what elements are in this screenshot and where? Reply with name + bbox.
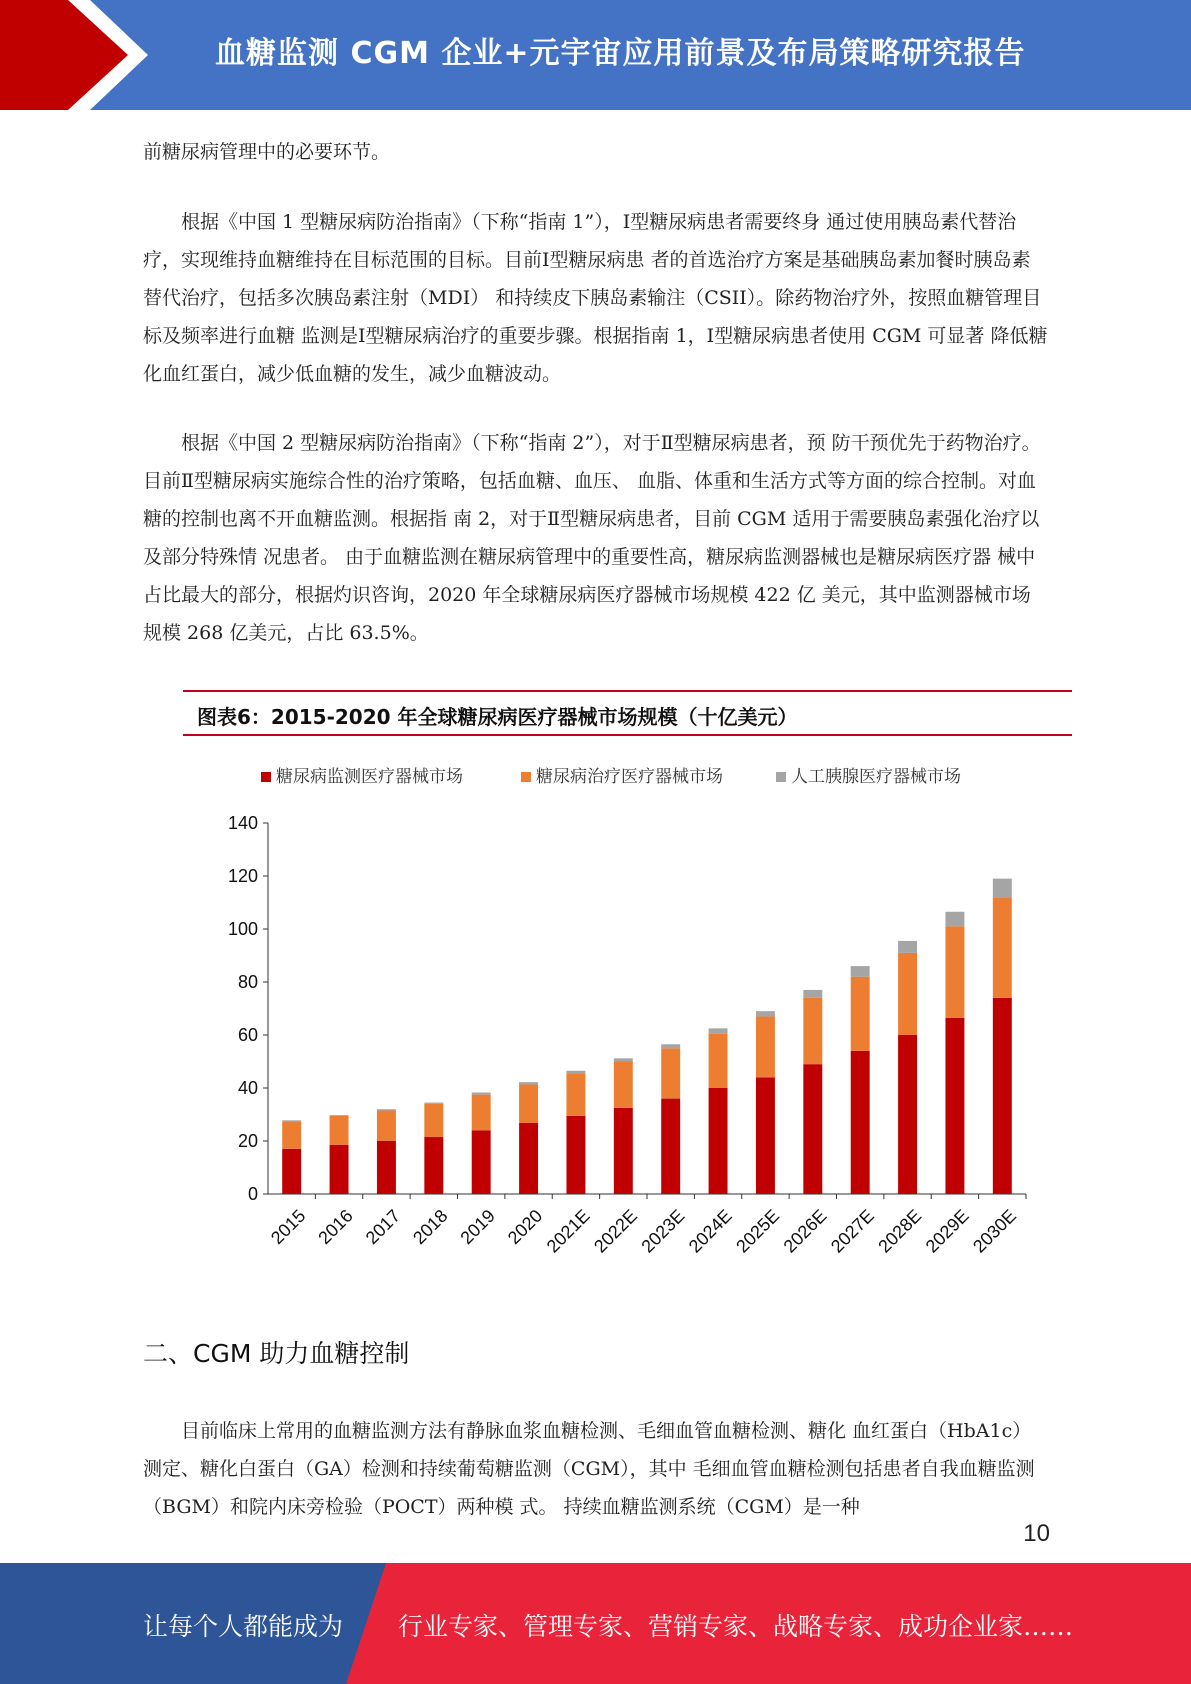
- bar-segment: [945, 1018, 964, 1194]
- page-header: [0, 0, 1191, 110]
- bar-segment: [851, 966, 870, 977]
- bar-segment: [898, 953, 917, 1035]
- body-paragraph: 根据《中国 2 型糖尿病防治指南》（下称“指南 2”），对于Ⅱ型糖尿病患者，预 防干预优先于药物治疗。目前Ⅱ型糖尿病实施综合性的治疗策略，包括血糖、血压、 血脂、体重和生活方式等方面的综合控制。对血糖的控制也离不开血糖监测。根据指 南 2，对于Ⅱ型糖尿病患者，目前 CGM 适用于需要胰岛素强化治疗以及部分特殊情 况患者。 由于血糖监测在糖尿病管理中的重要性高，糖尿病监测器械也是糖尿病医疗器 械中占比最大的部分，根据灼识咨询，2020 年全球糖尿病医疗器械市场规模 422 亿 美元，其中监测器械市场规模 268 亿美元，占比 63.5%。: [143, 432, 1041, 644]
- x-tick-label: 2028E: [874, 1205, 926, 1257]
- bar-segment: [614, 1062, 633, 1108]
- bar-segment: [803, 990, 822, 998]
- bar-segment: [566, 1073, 585, 1115]
- chart-legend: [261, 767, 961, 787]
- footer-slogan-left: 让每个人都能成为: [143, 1612, 344, 1641]
- bar-segment: [424, 1103, 443, 1104]
- bar-segment: [472, 1093, 491, 1095]
- legend-label: 糖尿病治疗医疗器械市场: [536, 767, 723, 787]
- bar-segment: [803, 998, 822, 1064]
- bar-segment: [282, 1121, 301, 1149]
- y-tick-label: 140: [227, 813, 258, 833]
- bar-segment: [519, 1085, 538, 1123]
- x-tick-label: 2018: [409, 1205, 452, 1249]
- bar-segment: [709, 1028, 728, 1033]
- chart-title: 图表6：2015-2020 年全球糖尿病医疗器械市场规模（十亿美元）: [197, 705, 798, 729]
- x-tick-label: 2024E: [684, 1205, 736, 1257]
- bar-segment: [756, 1077, 775, 1194]
- x-tick-label: 2026E: [779, 1205, 831, 1257]
- x-tick-label: 2027E: [826, 1205, 878, 1257]
- section-heading: 二、CGM 助力血糖控制: [143, 1339, 410, 1368]
- bar-segment: [898, 1035, 917, 1194]
- chart-title-box: [183, 690, 1072, 736]
- bar-segment: [851, 977, 870, 1051]
- body-paragraph: 前糖尿病管理中的必要环节。: [143, 141, 391, 163]
- bar-segment: [519, 1123, 538, 1194]
- bar-segment: [472, 1130, 491, 1194]
- bar-segment: [566, 1071, 585, 1074]
- y-tick-label: 20: [237, 1131, 258, 1151]
- bar-segment: [993, 897, 1012, 998]
- legend-swatch: [521, 772, 531, 782]
- bar-segment: [945, 926, 964, 1017]
- legend-swatch: [776, 772, 786, 782]
- bar-segment: [661, 1048, 680, 1098]
- body-paragraph: 根据《中国 1 型糖尿病防治指南》（下称“指南 1”），Ⅰ型糖尿病患者需要终身 通过使用胰岛素代替治疗，实现维持血糖维持在目标范围的目标。目前Ⅰ型糖尿病患 者的首选治疗方案是基础胰岛素加餐时胰岛素替代治疗，包括多次胰岛素注射（MDI） 和持续皮下胰岛素输注（CSII）。除药物治疗外，按照血糖管理目标及频率进行血糖 监测是Ⅰ型糖尿病治疗的重要步骤。根据指南 1，Ⅰ型糖尿病患者使用 CGM 可显著 降低糖化血红蛋白，减少低血糖的发生，减少血糖波动。: [143, 211, 1048, 385]
- document-title: 血糖监测 CGM 企业+元宇宙应用前景及布局策略研究报告: [215, 36, 1026, 71]
- x-tick-label: 2022E: [590, 1205, 642, 1257]
- stacked-bar-chart: [183, 746, 1072, 1276]
- bar-segment: [661, 1044, 680, 1048]
- x-tick-label: 2020: [503, 1205, 547, 1249]
- bar-segment: [993, 879, 1012, 898]
- bar-segment: [377, 1109, 396, 1110]
- y-tick-label: 100: [227, 919, 258, 939]
- y-tick-label: 60: [237, 1025, 258, 1045]
- bar-segment: [756, 1016, 775, 1077]
- bar-segment: [424, 1137, 443, 1194]
- bar-segment: [945, 912, 964, 927]
- bar-segment: [519, 1082, 538, 1084]
- bar-segment: [472, 1095, 491, 1131]
- x-tick-label: 2019: [456, 1205, 499, 1249]
- page-footer: [0, 1563, 1191, 1684]
- y-tick-label: 40: [237, 1078, 258, 1098]
- legend-swatch: [261, 772, 271, 782]
- footer-slogan-right: 行业专家、管理专家、营销专家、战略专家、成功企业家……: [398, 1612, 1074, 1641]
- chart-bars: [282, 879, 1012, 1194]
- legend-label: 人工胰腺医疗器械市场: [791, 767, 961, 787]
- bar-segment: [566, 1116, 585, 1194]
- x-tick-label: 2030E: [969, 1205, 1021, 1257]
- bar-segment: [803, 1064, 822, 1194]
- bar-segment: [377, 1141, 396, 1194]
- bar-segment: [282, 1149, 301, 1194]
- bar-segment: [330, 1116, 349, 1145]
- bar-segment: [709, 1034, 728, 1088]
- bar-segment: [898, 941, 917, 953]
- chart-x-tick-labels: [267, 1206, 1020, 1257]
- y-tick-label: 120: [227, 866, 258, 886]
- x-tick-label: 2029E: [921, 1205, 973, 1257]
- header-arrow-decoration: [0, 0, 160, 110]
- bar-segment: [330, 1145, 349, 1194]
- bar-segment: [282, 1120, 301, 1121]
- page-number: 10: [1023, 1520, 1050, 1547]
- bar-segment: [993, 998, 1012, 1194]
- x-tick-label: 2025E: [732, 1205, 784, 1257]
- bar-segment: [377, 1111, 396, 1141]
- y-tick-label: 80: [237, 972, 258, 992]
- body-paragraph: 目前临床上常用的血糖监测方法有静脉血浆血糖检测、毛细血管血糖检测、糖化 血红蛋白（HbA1c）测定、糖化白蛋白（GA）检测和持续葡萄糖监测（CGM），其中 毛细血管血糖检测包括患者自我血糖监测（BGM）和院内床旁检验（POCT）两种模 式。 持续血糖监测系统（CGM）是一种: [143, 1420, 1035, 1518]
- x-tick-label: 2021E: [542, 1205, 594, 1257]
- bar-segment: [851, 1051, 870, 1194]
- legend-label: 糖尿病监测医疗器械市场: [276, 767, 463, 787]
- x-tick-label: 2023E: [637, 1205, 689, 1257]
- x-tick-label: 2017: [361, 1205, 405, 1249]
- x-tick-label: 2015: [266, 1205, 310, 1249]
- bar-segment: [424, 1104, 443, 1137]
- bar-segment: [330, 1115, 349, 1116]
- x-tick-label: 2016: [314, 1205, 357, 1249]
- bar-segment: [661, 1099, 680, 1194]
- bar-segment: [614, 1058, 633, 1061]
- bar-segment: [614, 1108, 633, 1194]
- y-tick-label: 0: [247, 1184, 258, 1204]
- bar-segment: [709, 1088, 728, 1194]
- bar-segment: [756, 1011, 775, 1016]
